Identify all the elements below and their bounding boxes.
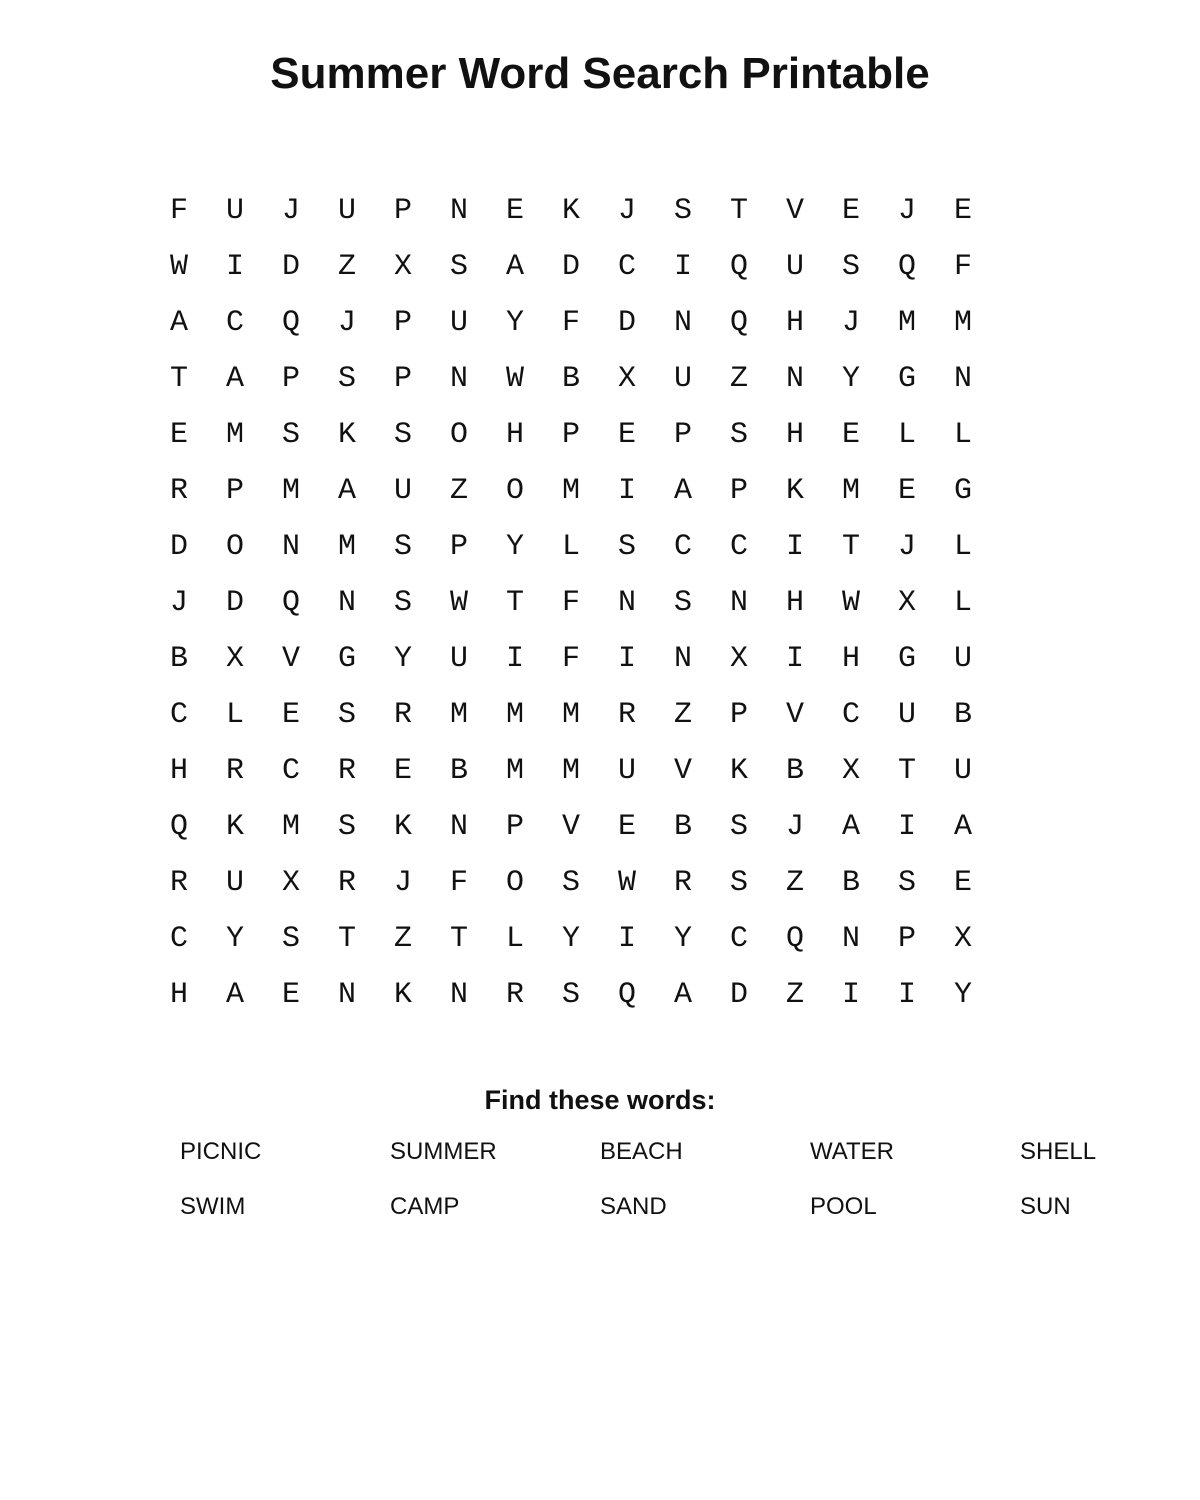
- word-list-item: SHELL: [1020, 1138, 1097, 1165]
- grid-letter: W: [505, 362, 524, 396]
- grid-letter: S: [393, 586, 412, 620]
- grid-letter: A: [169, 306, 188, 340]
- grid-letter: C: [729, 530, 748, 564]
- grid-letter: R: [393, 698, 412, 732]
- grid-letter: M: [281, 474, 300, 508]
- grid-letter: H: [785, 306, 804, 340]
- grid-letter: N: [673, 642, 692, 676]
- grid-letter: I: [785, 642, 804, 676]
- grid-letter: L: [953, 418, 972, 452]
- grid-letter: Y: [673, 922, 692, 956]
- grid-letter: N: [281, 530, 300, 564]
- grid-letter: C: [281, 754, 300, 788]
- grid-letter: U: [449, 642, 468, 676]
- grid-letter: D: [617, 306, 636, 340]
- grid-letter: X: [617, 362, 636, 396]
- grid-letter: K: [225, 810, 244, 844]
- grid-letter: B: [561, 362, 580, 396]
- grid-letter: M: [841, 474, 860, 508]
- grid-letter: H: [169, 754, 188, 788]
- grid-letter: W: [841, 586, 860, 620]
- grid-letter: P: [897, 922, 916, 956]
- grid-letter: U: [953, 642, 972, 676]
- word-list-item: POOL: [810, 1193, 877, 1220]
- grid-letter: N: [617, 586, 636, 620]
- grid-letter: J: [897, 530, 916, 564]
- grid-letter: T: [729, 194, 748, 228]
- grid-letter: F: [561, 306, 580, 340]
- grid-letter: Z: [337, 250, 356, 284]
- grid-letter: H: [785, 418, 804, 452]
- grid-letter: Z: [673, 698, 692, 732]
- grid-letter: E: [953, 194, 972, 228]
- grid-letter: L: [953, 586, 972, 620]
- grid-letter: R: [617, 698, 636, 732]
- grid-letter: T: [449, 922, 468, 956]
- grid-letter: R: [225, 754, 244, 788]
- grid-letter: S: [673, 194, 692, 228]
- grid-letter: U: [449, 306, 468, 340]
- grid-letter: A: [505, 250, 524, 284]
- grid-letter: Q: [729, 250, 748, 284]
- grid-letter: N: [337, 978, 356, 1012]
- grid-letter: K: [729, 754, 748, 788]
- grid-letter: I: [617, 642, 636, 676]
- grid-letter: X: [281, 866, 300, 900]
- grid-letter: S: [561, 978, 580, 1012]
- grid-letter: N: [673, 306, 692, 340]
- grid-letter: Q: [785, 922, 804, 956]
- grid-letter: S: [561, 866, 580, 900]
- grid-letter: R: [505, 978, 524, 1012]
- grid-letter: E: [897, 474, 916, 508]
- grid-letter: U: [337, 194, 356, 228]
- grid-letter: K: [561, 194, 580, 228]
- grid-letter: C: [729, 922, 748, 956]
- grid-letter: I: [225, 250, 244, 284]
- grid-letter: U: [953, 754, 972, 788]
- grid-letter: Q: [617, 978, 636, 1012]
- grid-letter: X: [841, 754, 860, 788]
- grid-letter: S: [393, 418, 412, 452]
- grid-letter: L: [505, 922, 524, 956]
- grid-letter: M: [561, 474, 580, 508]
- grid-letter: U: [225, 866, 244, 900]
- grid-letter: E: [281, 978, 300, 1012]
- grid-letter: J: [785, 810, 804, 844]
- grid-letter: A: [841, 810, 860, 844]
- grid-letter: U: [617, 754, 636, 788]
- grid-letter: P: [729, 698, 748, 732]
- grid-letter: E: [953, 866, 972, 900]
- grid-letter: S: [617, 530, 636, 564]
- word-list-item: WATER: [810, 1138, 894, 1165]
- grid-letter: S: [393, 530, 412, 564]
- grid-letter: F: [449, 866, 468, 900]
- grid-letter: B: [841, 866, 860, 900]
- grid-letter: D: [281, 250, 300, 284]
- grid-letter: P: [225, 474, 244, 508]
- grid-letter: R: [673, 866, 692, 900]
- grid-letter: G: [953, 474, 972, 508]
- grid-letter: N: [449, 194, 468, 228]
- grid-letter: I: [617, 922, 636, 956]
- grid-letter: S: [281, 922, 300, 956]
- grid-letter: U: [785, 250, 804, 284]
- grid-letter: T: [897, 754, 916, 788]
- grid-letter: Y: [505, 530, 524, 564]
- grid-letter: R: [169, 474, 188, 508]
- grid-letter: Y: [953, 978, 972, 1012]
- grid-letter: S: [281, 418, 300, 452]
- grid-letter: V: [785, 698, 804, 732]
- grid-letter: S: [337, 810, 356, 844]
- grid-letter: H: [169, 978, 188, 1012]
- grid-letter: P: [393, 362, 412, 396]
- word-list-item: CAMP: [390, 1193, 460, 1220]
- grid-letter: K: [785, 474, 804, 508]
- grid-letter: Y: [393, 642, 412, 676]
- grid-letter: E: [617, 810, 636, 844]
- grid-letter: B: [449, 754, 468, 788]
- grid-letter: G: [897, 362, 916, 396]
- grid-letter: P: [281, 362, 300, 396]
- grid-letter: R: [337, 754, 356, 788]
- grid-letter: P: [449, 530, 468, 564]
- grid-letter: M: [505, 698, 524, 732]
- grid-letter: C: [673, 530, 692, 564]
- grid-letter: I: [673, 250, 692, 284]
- grid-letter: L: [561, 530, 580, 564]
- grid-letter: V: [561, 810, 580, 844]
- grid-letter: H: [505, 418, 524, 452]
- grid-letter: D: [729, 978, 748, 1012]
- grid-letter: N: [449, 362, 468, 396]
- grid-letter: D: [225, 586, 244, 620]
- grid-letter: J: [393, 866, 412, 900]
- grid-letter: D: [169, 530, 188, 564]
- grid-letter: Q: [169, 810, 188, 844]
- word-list-item: SAND: [600, 1193, 667, 1220]
- grid-letter: E: [841, 418, 860, 452]
- grid-letter: O: [505, 474, 524, 508]
- grid-letter: U: [225, 194, 244, 228]
- grid-letter: C: [225, 306, 244, 340]
- grid-letter: N: [841, 922, 860, 956]
- grid-letter: N: [449, 978, 468, 1012]
- grid-letter: F: [169, 194, 188, 228]
- grid-letter: M: [561, 754, 580, 788]
- grid-letter: F: [561, 642, 580, 676]
- grid-letter: F: [561, 586, 580, 620]
- grid-letter: P: [729, 474, 748, 508]
- grid-letter: C: [841, 698, 860, 732]
- grid-letter: E: [505, 194, 524, 228]
- grid-letter: O: [449, 418, 468, 452]
- grid-letter: L: [225, 698, 244, 732]
- grid-letter: Y: [561, 922, 580, 956]
- word-list-item: SUMMER: [390, 1138, 497, 1165]
- word-list-item: BEACH: [600, 1138, 683, 1165]
- grid-letter: Q: [281, 306, 300, 340]
- grid-letter: L: [953, 530, 972, 564]
- grid-letter: Q: [897, 250, 916, 284]
- grid-letter: J: [337, 306, 356, 340]
- grid-letter: N: [449, 810, 468, 844]
- grid-letter: Z: [785, 978, 804, 1012]
- grid-letter: E: [169, 418, 188, 452]
- grid-letter: M: [953, 306, 972, 340]
- grid-letter: E: [617, 418, 636, 452]
- word-list-item: SUN: [1020, 1193, 1071, 1220]
- grid-letter: U: [673, 362, 692, 396]
- grid-letter: N: [729, 586, 748, 620]
- grid-letter: N: [337, 586, 356, 620]
- grid-letter: J: [617, 194, 636, 228]
- grid-letter: W: [449, 586, 468, 620]
- word-list-item: SWIM: [180, 1193, 246, 1220]
- grid-letter: D: [561, 250, 580, 284]
- word-list: [180, 1132, 1200, 1242]
- grid-letter: A: [225, 362, 244, 396]
- grid-letter: A: [225, 978, 244, 1012]
- grid-letter: M: [225, 418, 244, 452]
- grid-letter: Z: [393, 922, 412, 956]
- grid-letter: S: [337, 698, 356, 732]
- grid-letter: Z: [449, 474, 468, 508]
- grid-letter: X: [897, 586, 916, 620]
- grid-letter: I: [505, 642, 524, 676]
- grid-letter: E: [841, 194, 860, 228]
- grid-letter: N: [953, 362, 972, 396]
- grid-letter: V: [673, 754, 692, 788]
- grid-letter: J: [281, 194, 300, 228]
- grid-letter: U: [897, 698, 916, 732]
- grid-letter: M: [281, 810, 300, 844]
- grid-letter: M: [561, 698, 580, 732]
- grid-letter: K: [337, 418, 356, 452]
- grid-letter: J: [897, 194, 916, 228]
- grid-letter: E: [393, 754, 412, 788]
- grid-letter: X: [393, 250, 412, 284]
- grid-letter: J: [841, 306, 860, 340]
- grid-letter: S: [897, 866, 916, 900]
- grid-letter: X: [225, 642, 244, 676]
- grid-letter: W: [617, 866, 636, 900]
- grid-letter: X: [729, 642, 748, 676]
- grid-letter: X: [953, 922, 972, 956]
- grid-letter: P: [673, 418, 692, 452]
- grid-letter: R: [337, 866, 356, 900]
- grid-letter: T: [169, 362, 188, 396]
- grid-letter: Z: [729, 362, 748, 396]
- grid-letter: K: [393, 810, 412, 844]
- grid-letter: S: [337, 362, 356, 396]
- grid-letter: M: [337, 530, 356, 564]
- grid-letter: A: [673, 978, 692, 1012]
- grid-letter: T: [337, 922, 356, 956]
- grid-letter: V: [281, 642, 300, 676]
- grid-letter: Y: [841, 362, 860, 396]
- grid-letter: C: [617, 250, 636, 284]
- grid-letter: A: [953, 810, 972, 844]
- grid-letter: B: [673, 810, 692, 844]
- letter-grid: [151, 183, 991, 1023]
- grid-letter: S: [729, 866, 748, 900]
- grid-letter: T: [841, 530, 860, 564]
- grid-letter: I: [897, 810, 916, 844]
- grid-letter: E: [281, 698, 300, 732]
- grid-letter: S: [673, 586, 692, 620]
- grid-letter: S: [729, 418, 748, 452]
- grid-letter: Q: [729, 306, 748, 340]
- grid-letter: C: [169, 922, 188, 956]
- grid-letter: Y: [225, 922, 244, 956]
- grid-letter: M: [449, 698, 468, 732]
- grid-letter: I: [841, 978, 860, 1012]
- grid-letter: I: [617, 474, 636, 508]
- grid-letter: B: [785, 754, 804, 788]
- grid-letter: I: [785, 530, 804, 564]
- grid-letter: P: [505, 810, 524, 844]
- grid-letter: B: [953, 698, 972, 732]
- grid-letter: H: [785, 586, 804, 620]
- grid-letter: M: [505, 754, 524, 788]
- grid-letter: O: [225, 530, 244, 564]
- grid-letter: V: [785, 194, 804, 228]
- grid-letter: P: [561, 418, 580, 452]
- grid-letter: G: [337, 642, 356, 676]
- grid-letter: K: [393, 978, 412, 1012]
- grid-letter: A: [337, 474, 356, 508]
- grid-letter: Q: [281, 586, 300, 620]
- grid-letter: G: [897, 642, 916, 676]
- grid-letter: S: [729, 810, 748, 844]
- grid-letter: A: [673, 474, 692, 508]
- grid-letter: U: [393, 474, 412, 508]
- grid-letter: Y: [505, 306, 524, 340]
- grid-letter: Z: [785, 866, 804, 900]
- grid-letter: B: [169, 642, 188, 676]
- grid-letter: P: [393, 306, 412, 340]
- grid-letter: I: [897, 978, 916, 1012]
- grid-letter: W: [169, 250, 188, 284]
- grid-letter: F: [953, 250, 972, 284]
- grid-letter: L: [897, 418, 916, 452]
- grid-letter: S: [449, 250, 468, 284]
- grid-letter: S: [841, 250, 860, 284]
- page-title: Summer Word Search Printable: [270, 49, 930, 98]
- grid-letter: H: [841, 642, 860, 676]
- word-list-heading: Find these words:: [484, 1085, 716, 1115]
- grid-letter: P: [393, 194, 412, 228]
- grid-letter: T: [505, 586, 524, 620]
- grid-letter: C: [169, 698, 188, 732]
- grid-letter: J: [169, 586, 188, 620]
- grid-letter: N: [785, 362, 804, 396]
- word-list-item: PICNIC: [180, 1138, 262, 1165]
- grid-letter: R: [169, 866, 188, 900]
- grid-letter: O: [505, 866, 524, 900]
- grid-letter: M: [897, 306, 916, 340]
